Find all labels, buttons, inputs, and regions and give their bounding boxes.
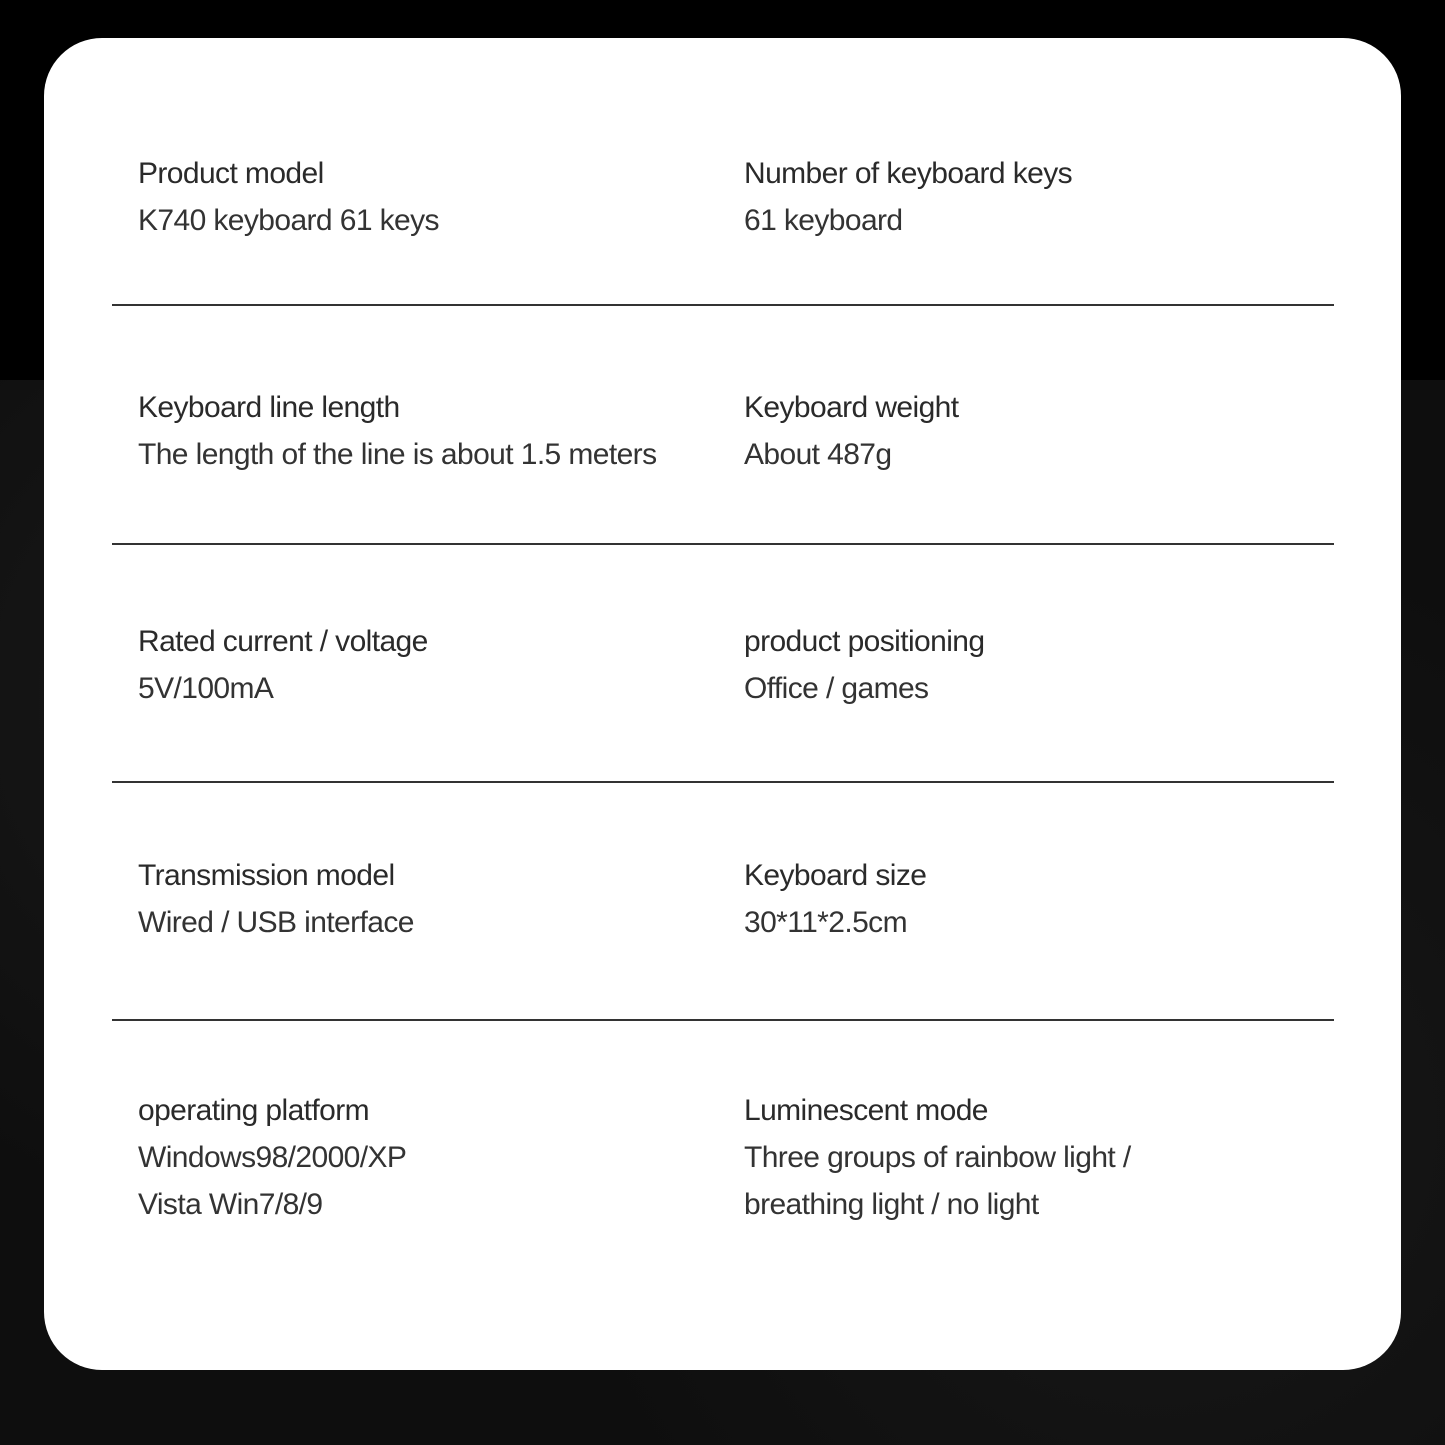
- spec-item-size: [744, 852, 1344, 946]
- spec-label: Keyboard line length: [138, 391, 400, 424]
- spec-label: Keyboard weight: [744, 391, 959, 424]
- spec-value: Vista Win7/8/9: [138, 1188, 323, 1221]
- spec-label: Rated current / voltage: [138, 625, 428, 658]
- spec-label: operating platform: [138, 1094, 370, 1127]
- spec-item-operating-platform: [138, 1087, 728, 1228]
- spec-value: 30*11*2.5cm: [744, 906, 907, 939]
- spec-label: product positioning: [744, 625, 985, 658]
- divider: [112, 304, 1334, 306]
- spec-label: Transmission model: [138, 859, 395, 892]
- spec-item-transmission: [138, 852, 728, 946]
- spec-label: Number of keyboard keys: [744, 157, 1073, 190]
- spec-item-product-model: [138, 150, 728, 244]
- spec-item-line-length: [138, 384, 728, 478]
- divider: [112, 781, 1334, 783]
- spec-item-weight: [744, 384, 1344, 478]
- divider: [112, 543, 1334, 545]
- spec-value: Windows98/2000/XP: [138, 1141, 407, 1174]
- spec-value: The length of the line is about 1.5 meters: [138, 438, 657, 471]
- divider: [112, 1019, 1334, 1021]
- spec-value: 5V/100mA: [138, 672, 274, 705]
- spec-card: [44, 38, 1401, 1370]
- spec-value: breathing light / no light: [744, 1188, 1039, 1221]
- spec-value: 61 keyboard: [744, 204, 903, 237]
- spec-value: K740 keyboard 61 keys: [138, 204, 439, 237]
- spec-value: Wired / USB interface: [138, 906, 414, 939]
- spec-item-rated-current: [138, 618, 728, 712]
- spec-item-luminescent-mode: [744, 1087, 1344, 1228]
- spec-value: Office / games: [744, 672, 929, 705]
- spec-value: Three groups of rainbow light /: [744, 1141, 1131, 1174]
- spec-label: Keyboard size: [744, 859, 927, 892]
- spec-label: Product model: [138, 157, 324, 190]
- spec-item-number-of-keys: [744, 150, 1344, 244]
- spec-value: About 487g: [744, 438, 892, 471]
- spec-item-positioning: [744, 618, 1344, 712]
- spec-label: Luminescent mode: [744, 1094, 988, 1127]
